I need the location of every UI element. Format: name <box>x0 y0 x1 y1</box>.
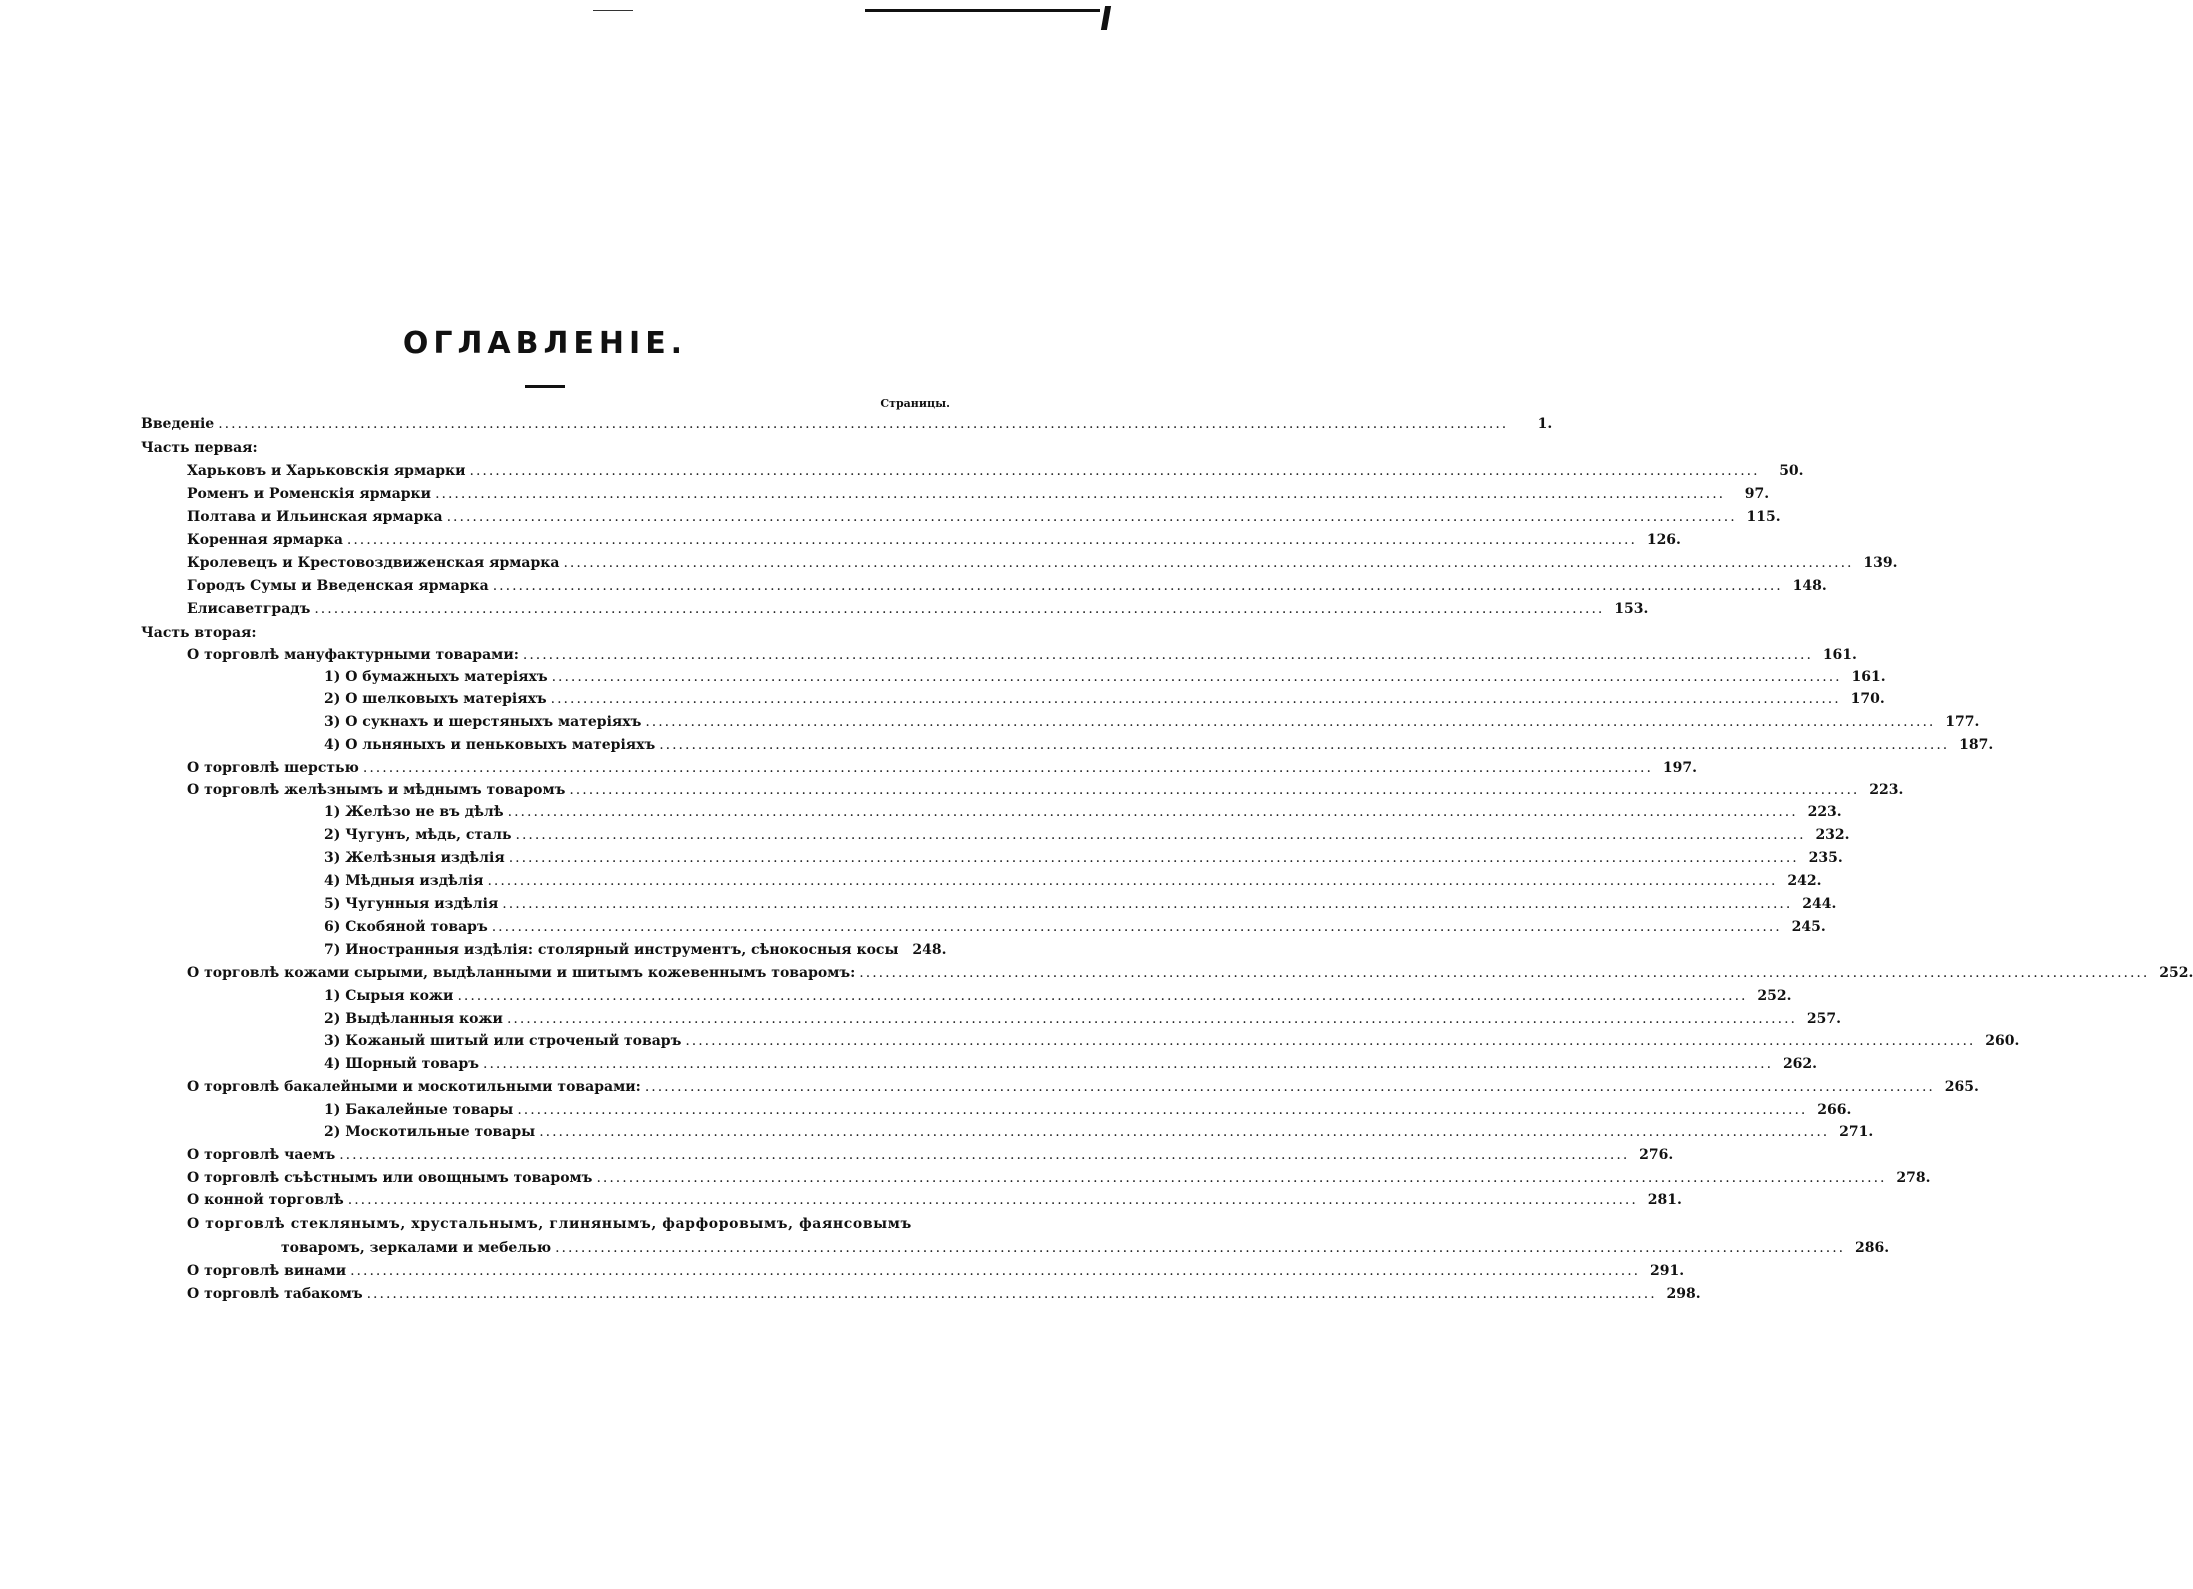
dot-leader: ........................................................................................................................................................................................................ <box>522 647 1813 663</box>
toc-entry-label: О торговлѣ стеклянымъ, хрустальнымъ, глинянымъ, фарфоровымъ, фаянсовымъ <box>187 1216 912 1232</box>
toc-entry-label: Елисаветградъ <box>187 601 311 617</box>
dot-leader: ........................................................................................................................................................................................................ <box>469 463 1760 479</box>
dot-leader: ........................................................................................................................................................................................................ <box>457 988 1748 1004</box>
toc-entry <box>324 941 947 959</box>
toc-entry-page: 97. <box>1744 486 1770 502</box>
toc-entry-label: О торговлѣ чаемъ <box>187 1147 336 1163</box>
toc-entry <box>141 624 257 642</box>
toc-entry-label: Роменъ и Роменскія ярмарки <box>187 486 432 502</box>
toc-entry-page: 223. <box>1869 782 1904 798</box>
toc-entry-label: О торговлѣ съѣстнымъ или овощнымъ товаромъ <box>187 1170 593 1186</box>
toc-entry-page: 278. <box>1896 1170 1931 1186</box>
dot-leader: ........................................................................................................................................................................................................ <box>563 555 1854 571</box>
toc-entry-label: 1) Бакалейные товары <box>324 1102 514 1118</box>
toc-entry-label: О торговлѣ табакомъ <box>187 1286 363 1302</box>
dot-leader: ........................................................................................................................................................................................................ <box>350 1263 1641 1279</box>
dot-leader: ........................................................................................................................................................................................................ <box>685 1033 1976 1049</box>
dot-leader: ........................................................................................................................................................................................................ <box>507 804 1798 820</box>
toc-entry <box>187 554 1898 572</box>
toc-entry-label: 2) Чугунъ, мѣдь, сталь <box>324 827 512 843</box>
dot-leader: ........................................................................................................................................................................................................ <box>506 1011 1797 1027</box>
toc-entry <box>324 1032 2020 1050</box>
toc-entry <box>324 803 1842 821</box>
dot-leader: ........................................................................................................................................................................................................ <box>644 1079 1935 1095</box>
toc-entry-label: О торговлѣ винами <box>187 1263 347 1279</box>
toc-entry-page: 244. <box>1802 896 1837 912</box>
toc-entry <box>187 1169 1931 1187</box>
toc-entry-page: 245. <box>1791 919 1826 935</box>
toc-entry <box>324 987 1792 1005</box>
toc-entry-page: 260. <box>1985 1033 2020 1049</box>
dot-leader: ........................................................................................................................................................................................................ <box>362 760 1653 776</box>
dot-leader: ........................................................................................................................................................................................................ <box>645 714 1936 730</box>
toc-entry <box>324 690 1885 708</box>
toc-entry <box>141 415 1553 433</box>
toc-entry-label: товаромъ, зеркалами и мебелью <box>281 1240 552 1256</box>
toc-entry-page: 148. <box>1792 578 1827 594</box>
toc-entry-label: 3) Желѣзныя издѣлія <box>324 850 505 866</box>
dot-leader: ........................................................................................................................................................................................................ <box>314 601 1605 617</box>
toc-entry-label: Часть первая: <box>141 440 258 456</box>
toc-entry <box>187 508 1781 526</box>
dot-leader: ........................................................................................................................................................................................................ <box>487 873 1778 889</box>
toc-entry <box>187 1215 912 1233</box>
dot-leader: ........................................................................................................................................................................................................ <box>550 691 1841 707</box>
toc-entry <box>187 577 1827 595</box>
toc-entry-label: Введеніе <box>141 416 215 432</box>
toc-entry-page: 223. <box>1807 804 1842 820</box>
toc-entry-label: 4) О льняныхъ и пеньковыхъ матеріяхъ <box>324 737 656 753</box>
toc-entry-page: 235. <box>1808 850 1843 866</box>
toc-entry-label: О торговлѣ желѣзнымъ и мѣднымъ товаромъ <box>187 782 566 798</box>
dot-leader: ........................................................................................................................................................................................................ <box>435 486 1726 502</box>
toc-entry-label: 5) Чугунныя издѣлія <box>324 896 499 912</box>
toc-entry-label: О торговлѣ кожами сырыми, выдѣланными и шитымъ кожевеннымъ товаромъ: <box>187 965 856 981</box>
toc-entry <box>187 646 1857 664</box>
toc-entry <box>324 872 1822 890</box>
toc-entry-label: 1) О бумажныхъ матеріяхъ <box>324 669 548 685</box>
dot-leader: ........................................................................................................................................................................................................ <box>491 919 1782 935</box>
toc-entry-label: Городъ Сумы и Введенская ярмарка <box>187 578 489 594</box>
toc-entry <box>187 485 1770 503</box>
toc-entry-page: 1. <box>1537 416 1553 432</box>
dot-leader: ........................................................................................................................................................................................................ <box>569 782 1860 798</box>
toc-entry-label: 3) Кожаный шитый или строченый товаръ <box>324 1033 682 1049</box>
toc-entry <box>324 1123 1874 1141</box>
dot-leader: ........................................................................................................................................................................................................ <box>218 416 1509 432</box>
toc-entry-page: 252. <box>2159 965 2193 981</box>
toc-entry-page: 197. <box>1662 760 1697 776</box>
toc-entry-page: 161. <box>1822 647 1857 663</box>
dot-leader: ........................................................................................................................................................................................................ <box>517 1102 1808 1118</box>
toc-entry-page: 115. <box>1746 509 1781 525</box>
toc-entry-page: 248. <box>912 942 947 958</box>
toc-entry-page: 126. <box>1646 532 1681 548</box>
toc-entry-label: 1) Желѣзо не въ дѣлѣ <box>324 804 504 820</box>
toc-entry <box>187 1191 1682 1209</box>
toc-entry <box>187 964 2193 982</box>
dot-leader: ........................................................................................................................................................................................................ <box>347 1192 1638 1208</box>
dot-leader: ........................................................................................................................................................................................................ <box>859 965 2150 981</box>
toc-entry-label: Полтава и Ильинская ярмарка <box>187 509 443 525</box>
toc-entry-page: 257. <box>1806 1011 1841 1027</box>
dot-leader: ........................................................................................................................................................................................................ <box>596 1170 1887 1186</box>
toc-entry-page: 187. <box>1959 737 1994 753</box>
toc-entry-page: 252. <box>1757 988 1792 1004</box>
dot-leader: ........................................................................................................................................................................................................ <box>508 850 1799 866</box>
toc-entry-page: 139. <box>1863 555 1898 571</box>
dot-leader: ........................................................................................................................................................................................................ <box>339 1147 1630 1163</box>
toc-entry <box>141 439 258 457</box>
toc-entry-label: 4) Шорный товаръ <box>324 1056 479 1072</box>
page-title: ОГЛАВЛЕНІЕ. <box>402 326 688 361</box>
toc-entry <box>281 1239 1890 1257</box>
toc-entry-label: О торговлѣ шерстью <box>187 760 359 776</box>
toc-entry <box>324 668 1886 686</box>
pages-column-label: Страницы. <box>880 397 950 410</box>
toc-entry-page: 286. <box>1855 1240 1890 1256</box>
dot-leader: ........................................................................................................................................................................................................ <box>346 532 1637 548</box>
toc-entry-label: Часть вторая: <box>141 625 257 641</box>
toc-entry <box>324 849 1843 867</box>
dot-leader: ........................................................................................................................................................................................................ <box>502 896 1793 912</box>
dot-leader: ........................................................................................................................................................................................................ <box>515 827 1806 843</box>
toc-entry-label: О торговлѣ мануфактурными товарами: <box>187 647 519 663</box>
toc-entry <box>324 826 1850 844</box>
toc-entry-page: 262. <box>1782 1056 1818 1072</box>
toc-entry-label: 2) Москотильные товары <box>324 1124 536 1140</box>
toc-entry-page: 266. <box>1817 1102 1852 1118</box>
dot-leader: ........................................................................................................................................................................................................ <box>446 509 1737 525</box>
toc-entry <box>324 1055 1818 1073</box>
toc-entry-label: Харьковъ и Харьковскія ярмарки <box>187 463 466 479</box>
toc-entry-page: 291. <box>1650 1263 1685 1279</box>
toc-entry <box>187 1146 1674 1164</box>
toc-entry-page: 177. <box>1945 714 1980 730</box>
dot-leader: ........................................................................................................................................................................................................ <box>483 1056 1774 1072</box>
dot-leader: ........................................................................................................................................................................................................ <box>555 1240 1846 1256</box>
toc-entry-page: 50. <box>1779 463 1804 479</box>
toc-entry-page: 265. <box>1944 1079 1979 1095</box>
dot-leader: ........................................................................................................................................................................................................ <box>551 669 1842 685</box>
toc-entry-page: 298. <box>1666 1286 1701 1302</box>
toc-entry-label: 2) О шелковыхъ матеріяхъ <box>324 691 547 707</box>
dot-leader: ........................................................................................................................................................................................................ <box>539 1124 1830 1140</box>
toc-entry <box>324 1101 1852 1119</box>
toc-entry-label: 4) Мѣдныя издѣлія <box>324 873 484 889</box>
toc-entry <box>324 736 1994 754</box>
toc-entry-label: 7) Иностранныя издѣлія: столярный инструментъ, сѣнокосныя косы <box>324 942 899 958</box>
toc-entry-label: 2) Выдѣланныя кожи <box>324 1011 503 1027</box>
toc-entry-page: 276. <box>1639 1147 1674 1163</box>
toc-entry-label: 6) Скобяной товаръ <box>324 919 488 935</box>
toc-entry-label: О торговлѣ бакалейными и москотильными товарами: <box>187 1079 641 1095</box>
toc-entry-label: 3) О сукнахъ и шерстяныхъ матеріяхъ <box>324 714 642 730</box>
toc-entry-label: О конной торговлѣ <box>187 1192 344 1208</box>
dot-leader: ........................................................................................................................................................................................................ <box>366 1286 1657 1302</box>
toc-entry <box>324 713 1980 731</box>
toc-entry-page: 232. <box>1815 827 1850 843</box>
toc-entry-page: 271. <box>1839 1124 1874 1140</box>
toc-entry <box>187 759 1697 777</box>
toc-entry <box>187 1078 1979 1096</box>
toc-entry <box>187 531 1681 549</box>
toc-entry <box>187 600 1649 618</box>
toc-entry <box>324 895 1837 913</box>
toc-entry-page: 281. <box>1647 1192 1682 1208</box>
toc-entry <box>187 781 1904 799</box>
toc-entry-page: 170. <box>1850 691 1885 707</box>
toc-entry <box>187 462 1804 480</box>
toc-entry-page: 153. <box>1614 601 1649 617</box>
toc-entry-label: Кролевецъ и Крестовоздвиженская ярмарка <box>187 555 560 571</box>
toc-entry <box>324 918 1826 936</box>
toc-entry-label: 1) Сырыя кожи <box>324 988 454 1004</box>
dot-leader: ........................................................................................................................................................................................................ <box>659 737 1950 753</box>
toc-entry <box>187 1262 1685 1280</box>
toc-entry-page: 161. <box>1851 669 1886 685</box>
toc-entry <box>187 1285 1701 1303</box>
toc-entry-label: Коренная ярмарка <box>187 532 343 548</box>
toc-entry <box>324 1010 1841 1028</box>
dot-leader: ........................................................................................................................................................................................................ <box>492 578 1783 594</box>
toc-entry-page: 242. <box>1787 873 1822 889</box>
